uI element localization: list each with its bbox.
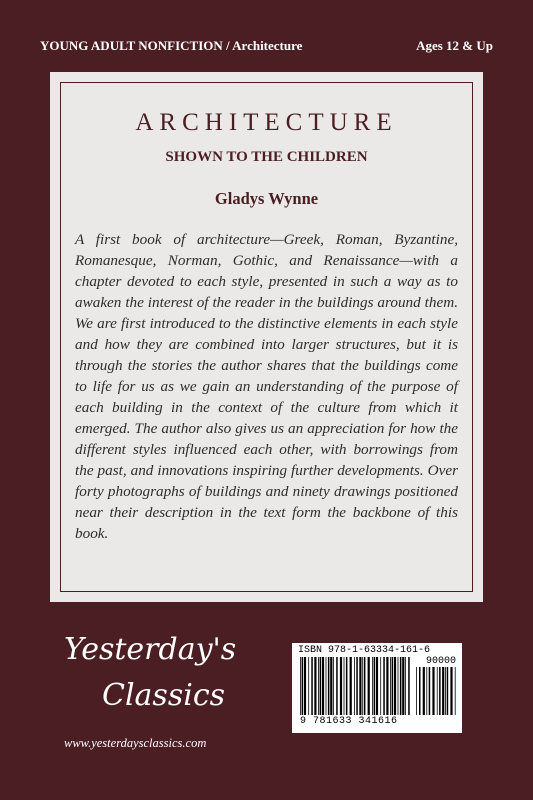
- book-title: ARCHITECTURE: [135, 109, 398, 136]
- barcode-bar: [300, 657, 301, 715]
- barcode-bar: [372, 657, 373, 715]
- barcode-bar: [450, 667, 452, 715]
- barcode-bar: [400, 657, 402, 715]
- barcode-bar: [326, 657, 327, 715]
- barcode-bar: [374, 657, 376, 715]
- barcode-bar: [318, 657, 319, 715]
- barcode-bar: [330, 657, 332, 715]
- barcode-bar: [333, 657, 334, 715]
- price-code: 90000: [425, 656, 456, 667]
- barcode-bars: [300, 657, 410, 715]
- barcode-bar: [320, 657, 322, 715]
- barcode-bar: [362, 657, 363, 715]
- barcode-bar: [356, 657, 358, 715]
- barcode-bar: [336, 657, 338, 715]
- barcode-bar: [311, 657, 313, 715]
- barcode-bar: [368, 657, 370, 715]
- barcode-bar: [402, 657, 404, 715]
- barcode-bar: [386, 657, 388, 715]
- isbn-barcode: [292, 643, 462, 733]
- isbn-label: ISBN 978-1-63334-161-6: [298, 645, 431, 656]
- barcode-bar: [439, 667, 441, 715]
- barcode-addon-bars: [416, 667, 456, 715]
- barcode-bar: [340, 657, 342, 715]
- barcode-bar: [390, 657, 391, 715]
- barcode-bar: [308, 657, 309, 715]
- barcode-bar: [447, 667, 449, 715]
- publisher-name-line1: Yesterday's: [64, 632, 237, 667]
- barcode-bar: [416, 667, 417, 715]
- barcode-bar: [364, 657, 366, 715]
- barcode-bar: [405, 657, 406, 715]
- barcode-bar: [344, 657, 345, 715]
- barcode-bar: [429, 667, 431, 715]
- top-bar: [40, 38, 493, 54]
- barcode-bar: [350, 657, 352, 715]
- barcode-bar: [442, 667, 444, 715]
- book-description: A first book of architecture—Greek, Roman, Byzantine, Romanesque, Norman, Gothic, and Renaissance—with a chapter devoted to each style, presented in such a way as to awaken the interest of the reader in the buildings around them. We are first introduced to the distinctive elements in each style and how they are combined into larger structures, but it is through the stories the author shares that the buildings come to life for us as we gain an understanding of the purpose of each building in the context of the culture from which it emerged. The author also gives us an appreciation for how the different styles influenced each other, with borrowings from the past, and innovations inspiring further developments. Over forty photographs of buildings and ninety drawings positioned near their description in the text form the backbone of this book.: [75, 231, 458, 542]
- book-subtitle: SHOWN TO THE CHILDREN: [165, 149, 368, 165]
- barcode-bar: [359, 657, 361, 715]
- barcode-bar: [383, 657, 385, 715]
- publisher-name-line2: Classics: [102, 678, 226, 713]
- publisher-website[interactable]: www.yesterdaysclassics.com: [64, 736, 207, 750]
- description-panel: [50, 72, 483, 602]
- barcode-bar: [328, 657, 330, 715]
- barcode-bar: [419, 667, 421, 715]
- barcode-bar: [437, 667, 438, 715]
- barcode-bar: [394, 657, 396, 715]
- barcode-digits: 9 781633 341616: [300, 716, 398, 727]
- barcode-bar: [302, 657, 304, 715]
- barcode-bar: [304, 657, 306, 715]
- barcode-bar: [376, 657, 378, 715]
- barcode-bar: [392, 657, 394, 715]
- barcode-bar: [314, 657, 316, 715]
- barcode-bar: [432, 667, 434, 715]
- barcode-bar: [380, 657, 381, 715]
- barcode-bar: [455, 667, 456, 715]
- barcode-bar: [408, 657, 410, 715]
- book-author: Gladys Wynne: [214, 189, 319, 208]
- barcode-bar: [426, 667, 427, 715]
- barcode-bar: [445, 667, 446, 715]
- barcode-bar: [398, 657, 399, 715]
- category-label: YOUNG ADULT NONFICTION / Architecture: [40, 38, 303, 53]
- panel-border: [60, 82, 473, 592]
- age-range-label: Ages 12 & Up: [416, 38, 493, 53]
- barcode-bar: [322, 657, 324, 715]
- barcode-bar: [346, 657, 348, 715]
- barcode-bar: [423, 667, 425, 715]
- barcode-bar: [354, 657, 355, 715]
